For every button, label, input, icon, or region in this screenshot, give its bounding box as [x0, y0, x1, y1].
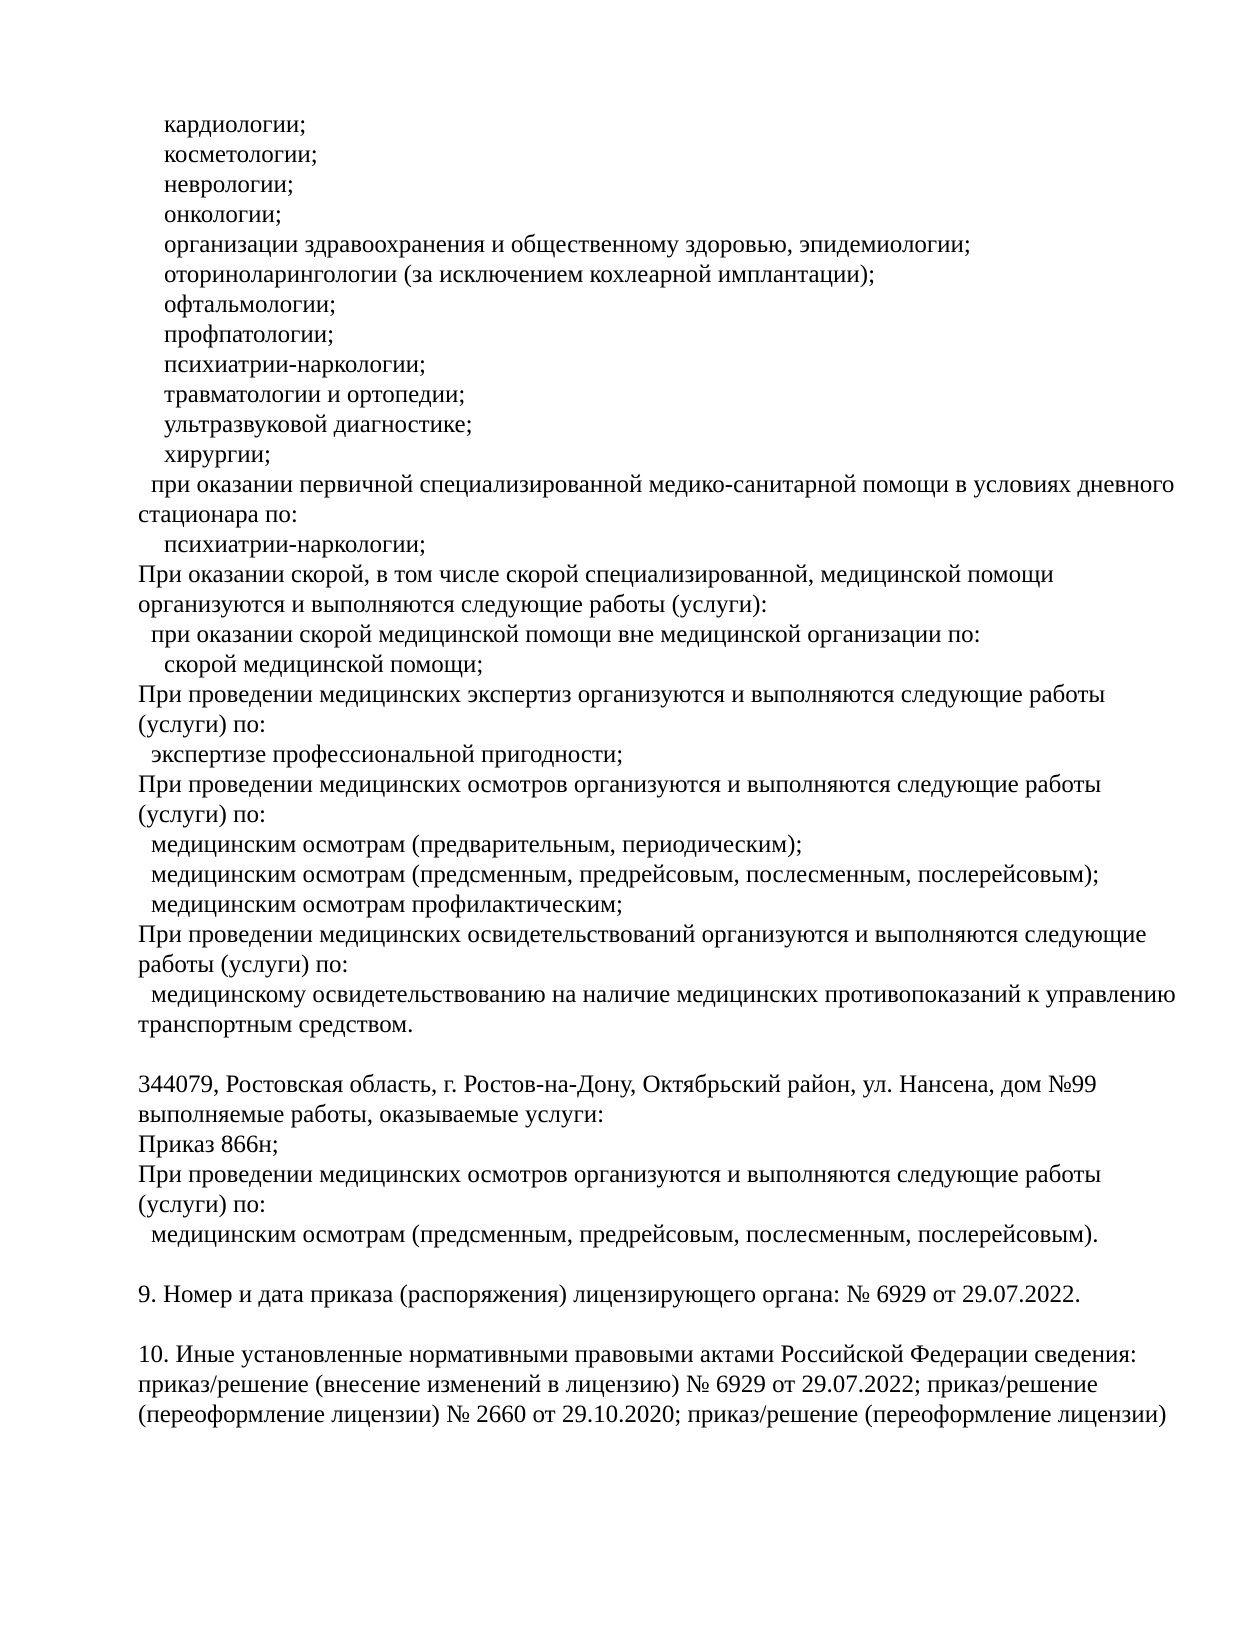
- document-line: хирургии;: [164, 441, 272, 468]
- document-line: При оказании скорой, в том числе скорой специализированной, медицинской помощи: [138, 561, 1054, 588]
- document-line: (услуги) по:: [138, 711, 266, 738]
- document-line: медицинскому освидетельствованию на наличие медицинских противопоказаний к управлению: [151, 981, 1176, 1008]
- document-line: транспортным средством.: [138, 1011, 414, 1038]
- document-line: организуются и выполняются следующие работы (услуги):: [138, 591, 768, 618]
- document-line: организации здравоохранения и общественному здоровью, эпидемиологии;: [164, 231, 971, 258]
- document-line: При проведении медицинских экспертиз организуются и выполняются следующие работы: [138, 681, 1106, 708]
- document-line: психиатрии-наркологии;: [164, 531, 426, 558]
- document-line: 10. Иные установленные нормативными правовыми актами Российской Федерации сведения:: [138, 1341, 1137, 1368]
- document-line: Приказ 866н;: [138, 1131, 279, 1158]
- document-line: медицинским осмотрам (предварительным, периодическим);: [151, 831, 803, 858]
- document-line: скорой медицинской помощи;: [164, 651, 484, 678]
- document-line: медицинским осмотрам (предсменным, предрейсовым, послесменным, послерейсовым).: [151, 1221, 1099, 1248]
- document-line: косметологии;: [164, 141, 318, 168]
- blank-line: [138, 1250, 1168, 1280]
- document-line: (услуги) по:: [138, 1191, 266, 1218]
- document-line: травматологии и ортопедии;: [164, 381, 466, 408]
- document-line: При проведении медицинских осмотров организуются и выполняются следующие работы: [138, 1161, 1102, 1188]
- document-line: медицинским осмотрам профилактическим;: [151, 891, 623, 918]
- document-line: стационара по:: [138, 501, 298, 528]
- document-line: онкологии;: [164, 201, 282, 228]
- document-line: работы (услуги) по:: [138, 951, 349, 978]
- document-line: 344079, Ростовская область, г. Ростов-на-Дону, Октябрьский район, ул. Нансена, дом №99: [138, 1071, 1097, 1098]
- blank-line: [138, 1310, 1168, 1340]
- document-line: при оказании скорой медицинской помощи вне медицинской организации по:: [151, 621, 981, 648]
- document-line: кардиологии;: [164, 111, 307, 138]
- document-line: При проведении медицинских осмотров организуются и выполняются следующие работы: [138, 771, 1102, 798]
- document-line: офтальмологии;: [164, 291, 337, 318]
- document-line: психиатрии-наркологии;: [164, 351, 426, 378]
- document-line: профпатологии;: [164, 321, 335, 348]
- document-line: неврологии;: [164, 171, 294, 198]
- document-line: выполняемые работы, оказываемые услуги:: [138, 1101, 605, 1128]
- blank-line: [138, 1040, 1168, 1070]
- document-body: [138, 110, 1176, 1430]
- document-line: приказ/решение (внесение изменений в лицензию) № 6929 от 29.07.2022; приказ/решение: [138, 1371, 1098, 1398]
- document-line: При проведении медицинских освидетельствований организуются и выполняются следующие: [138, 921, 1147, 948]
- document-line: (переоформление лицензии) № 2660 от 29.10.2020; приказ/решение (переоформление лицензии): [138, 1401, 1167, 1428]
- document-line: (услуги) по:: [138, 801, 266, 828]
- document-line: 9. Номер и дата приказа (распоряжения) лицензирующего органа: № 6929 от 29.07.2022.: [138, 1281, 1081, 1308]
- document-line: медицинским осмотрам (предсменным, предрейсовым, послесменным, послерейсовым);: [151, 861, 1100, 888]
- document-line: оториноларингологии (за исключением кохлеарной имплантации);: [164, 261, 876, 288]
- document-line: экспертизе профессиональной пригодности;: [151, 741, 624, 768]
- document-line: ультразвуковой диагностике;: [164, 411, 473, 438]
- document-line: при оказании первичной специализированной медико-санитарной помощи в условиях дневного: [151, 471, 1175, 498]
